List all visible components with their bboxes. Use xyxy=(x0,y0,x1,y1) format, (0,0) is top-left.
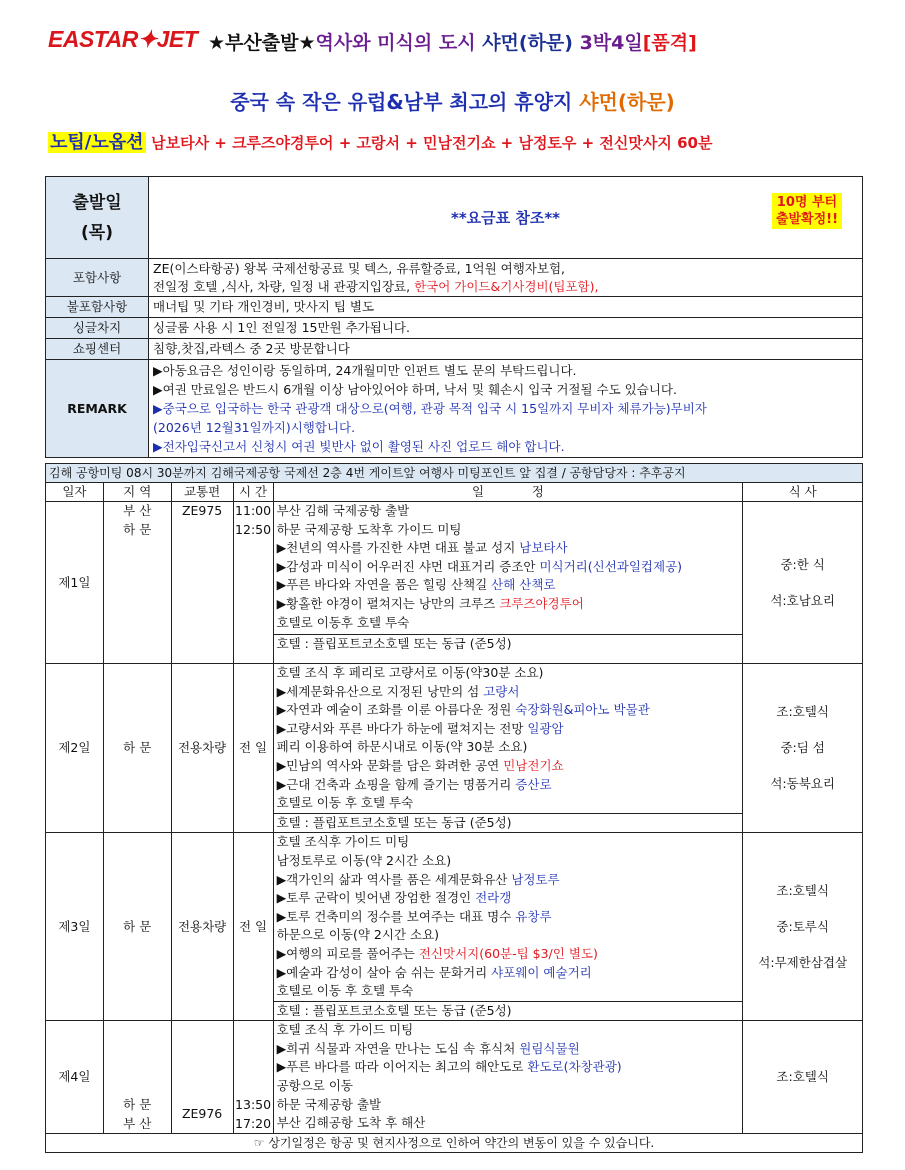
itinerary-table xyxy=(45,463,863,1153)
schedule-line: 부산 김해공항 도착 후 해산 xyxy=(276,1115,426,1131)
time: 전 일 xyxy=(233,664,273,833)
included-tours: 남보타사 + 크루즈야경투어 + 고랑서 + 민남전기쇼 + 남정토우 + 전신맛사지 60분 xyxy=(151,134,713,152)
hotel-info: 호텔 : 플립포트코소호텔 또는 동급 (준5성) xyxy=(274,1001,743,1021)
schedule-line: 하문으로 이동(약 2시간 소요) xyxy=(276,927,440,943)
region: 하 문 xyxy=(103,664,171,833)
highlight-place: 고량서 xyxy=(483,683,520,699)
highlight-place: 원림식물원 xyxy=(519,1040,580,1056)
meals: 조:호텔식 중:토루식 석:무제한삼겹살 xyxy=(743,833,863,1021)
meeting-info: 김해 공항미팅 08시 30분까지 김해국제공항 국제선 2층 4번 게이트앞 여행사 미팅포인트 앞 집결 / 공항담당자 : 추후공지 xyxy=(46,464,863,483)
page-title: ★부산출발★역사와 미식의 도시 샤먼(하문) 3박4일[품격] xyxy=(208,32,697,54)
day-label: 제1일 xyxy=(46,502,104,664)
schedule-line: 부산 김해 국제공항 출발 xyxy=(276,503,410,518)
schedule-line: ▶푸른 바다와 자연을 품은 힐링 산책길 산해 산책로 xyxy=(276,577,556,593)
schedule-line: ▶고량서와 푸른 바다가 하눈에 펼쳐지는 전망 일광암 xyxy=(276,720,564,736)
schedule xyxy=(273,833,743,1021)
highlight-place: 숙장화원&피아노 박물관 xyxy=(515,702,650,718)
subtitle: 중국 속 작은 유럽&남부 최고의 휴양지 샤먼(하문) xyxy=(230,90,675,114)
meals: 조:호텔식 중:딤 섬 석:동북요리 xyxy=(743,664,863,833)
schedule-line: ▶근대 건축과 쇼핑을 함께 즐기는 명품거리 증산로 xyxy=(276,776,552,792)
col-region: 지 역 xyxy=(103,483,171,502)
day-label: 제3일 xyxy=(46,833,104,1021)
col-schedule: 일 정 xyxy=(273,483,743,502)
region: 부 산 하 문 xyxy=(103,502,171,664)
schedule-line: ▶토루 군락이 빚어낸 장엄한 절경인 전라갱 xyxy=(276,890,512,906)
highlight-place: 산해 산책로 xyxy=(491,577,556,593)
price-note-cell: **요금표 참조** 10명 부터 출발확정!! xyxy=(149,177,863,259)
airline-logo: EASTAR✦JET xyxy=(48,26,198,52)
schedule-line: ▶토루 건축미의 정수를 보여주는 대표 명수 유창루 xyxy=(276,908,552,924)
highlight-place: 크루즈야경투어 xyxy=(499,595,584,611)
time: 전 일 xyxy=(233,833,273,1021)
single-cell: 싱글룸 사용 시 1인 전일정 15만원 추가됩니다. xyxy=(149,318,863,339)
schedule xyxy=(273,664,743,833)
include-label: 포함사항 xyxy=(46,259,149,297)
schedule-line: ▶예술과 감성이 살아 숨 쉬는 문화거리 샤포웨이 예술거리 xyxy=(276,964,592,980)
highlight-place: 미식거리(신선과일컵제공) xyxy=(539,558,683,574)
highlight-place: 전신맛서지(60분-팁 $3/인 별도) xyxy=(418,945,598,961)
day-row xyxy=(46,664,863,833)
schedule-line: 공항으로 이동 xyxy=(276,1078,353,1094)
region: 하 문 xyxy=(103,833,171,1021)
region: 하 문 부 산 xyxy=(103,1021,171,1134)
time: 11:00 12:50 xyxy=(233,502,273,664)
hotel-info: 호텔 : 플립포트코소호텔 또는 동급 (준5성) xyxy=(274,813,743,833)
flight: ZE975 xyxy=(171,502,233,664)
highlight-place: 남정토루 xyxy=(511,871,560,887)
highlight-place: 환도로(차창관광) xyxy=(527,1059,622,1075)
exclude-cell: 매너팁 및 기타 개인경비, 맛사지 팁 별도 xyxy=(149,297,863,318)
schedule-line: 호텔로 이동후 호텔 투숙 xyxy=(276,614,410,630)
schedule-line: ▶민남의 역사와 문화를 담은 화려한 공연 민남전기쇼 xyxy=(276,757,564,773)
day-row xyxy=(46,1021,863,1134)
schedule-line: ▶천년의 역사를 가진한 샤면 대표 불교 성지 남보타사 xyxy=(276,540,568,556)
schedule-line: 하문 국제공항 도착후 가이드 미팅 xyxy=(276,521,462,537)
schedule-line: 하문 국제공항 출발 xyxy=(276,1096,382,1112)
depart-label: 출발일 (목) xyxy=(46,177,149,259)
meals: 조:호텔식 xyxy=(743,1021,863,1134)
schedule-line: 남정토루로 이동(약 2시간 소요) xyxy=(276,852,452,868)
remark-label: REMARK xyxy=(46,360,149,458)
schedule-line: ▶감성과 미식이 어우러진 샤먼 대표거리 증조안 미식거리(신선과일컵제공) xyxy=(276,558,683,574)
schedule-line: ▶여행의 피로를 풀어주는 전신맛서지(60분-팁 $3/인 별도) xyxy=(276,945,598,961)
schedule-line: 호텔 조식후 가이드 미팅 xyxy=(276,834,410,850)
col-time: 시 간 xyxy=(233,483,273,502)
schedule-line: 호텔로 이동 후 호텔 투숙 xyxy=(276,795,414,811)
highlight-place: 남보타사 xyxy=(519,540,568,556)
schedule-line: ▶객가인의 삶과 역사를 품은 세계문화유산 남정토루 xyxy=(276,871,560,887)
header xyxy=(48,22,878,62)
col-meal: 식 사 xyxy=(743,483,863,502)
schedule-line: ▶자연과 예술이 조화를 이룬 아름다운 정원 숙장화원&피아노 박물관 xyxy=(276,702,650,718)
highlight-place: 증산로 xyxy=(515,776,552,792)
schedule-line: ▶푸른 바다를 따라 이어지는 최고의 해안도로 환도로(차창관광) xyxy=(276,1059,622,1075)
schedule-line: ▶세계문화유산으로 지정된 낭만의 섬 고량서 xyxy=(276,683,520,699)
schedule-line: 호텔로 이동 후 호텔 투숙 xyxy=(276,983,414,999)
info-table xyxy=(45,176,863,458)
shopping-cell: 침향,찻집,라텍스 중 2곳 방문합니다 xyxy=(149,339,863,360)
transport: 전용차량 xyxy=(171,833,233,1021)
day-label: 제2일 xyxy=(46,664,104,833)
meals: 중:한 식 석:호남요리 xyxy=(743,502,863,664)
highlight-place: 유창루 xyxy=(515,908,552,924)
day-label: 제4일 xyxy=(46,1021,104,1134)
exclude-label: 불포함사항 xyxy=(46,297,149,318)
schedule-line: ▶희귀 식물과 자연을 만나는 도심 속 휴식처 원림식물원 xyxy=(276,1040,580,1056)
include-cell: ZE(이스타항공) 왕복 국제선항공료 및 텍스, 유류할증료, 1억원 여행자보험, 전일정 호텔 ,식사, 차량, 일정 내 관광지입장료, 한국어 가이드&기사경비(팁포함), xyxy=(149,259,863,297)
day-row xyxy=(46,502,863,664)
footer-note: ☞ 상기일정은 항공 및 현지사정으로 인하여 약간의 변동이 있을 수 있습니다. xyxy=(46,1134,863,1153)
schedule-line: 호텔 조식 후 가이드 미팅 xyxy=(276,1022,414,1038)
schedule-line: 페리 이용하여 하문시내로 이동(약 30분 소요) xyxy=(276,739,528,755)
highlight-place: 일광암 xyxy=(527,720,564,736)
col-day: 일자 xyxy=(46,483,104,502)
min-people-badge: 10명 부터 출발확정!! xyxy=(772,193,842,229)
no-tip-banner xyxy=(48,128,712,154)
schedule-line: 호텔 조식 후 페리로 고량서로 이동(약30분 소요) xyxy=(276,665,544,680)
single-label: 싱글차지 xyxy=(46,318,149,339)
highlight-place: 샤포웨이 예술거리 xyxy=(491,964,592,980)
no-tip-tag: 노팁/노옵션 xyxy=(50,132,144,153)
col-transport: 교통편 xyxy=(171,483,233,502)
shopping-label: 쇼핑센터 xyxy=(46,339,149,360)
highlight-place: 전라갱 xyxy=(475,890,512,906)
schedule xyxy=(273,502,743,664)
hotel-info: 호텔 : 플립포트코소호텔 또는 동급 (준5성) xyxy=(274,634,743,654)
remark-cell: ▶아동요금은 성인이랑 동일하며, 24개월미만 인펀트 별도 문의 부탁드립니다. ▶여권 만료일은 반드시 6개월 이상 남아있어야 하며, 낙서 및 훼손시 입국 거절될 수도 있습니다. ▶중국으로 입국하는 한국 관광객 대상으로(여행, 관광 목적 입국 시 15일까지 무비자 체류가능)무비자 (2026년 12월31일까지)시행합니다. ▶전자입국신고서 신청시 여권 빛반사 없이 촬영된 사진 업로드 해야 합니다. xyxy=(149,360,863,458)
flight: ZE976 xyxy=(171,1021,233,1134)
schedule-line: ▶황홀한 야경이 펼쳐지는 낭만의 크루즈 크루즈야경투어 xyxy=(276,595,584,611)
schedule xyxy=(273,1021,743,1134)
time: 13:50 17:20 xyxy=(233,1021,273,1134)
transport: 전용차량 xyxy=(171,664,233,833)
highlight-place: 민남전기쇼 xyxy=(503,757,564,773)
day-row xyxy=(46,833,863,1021)
